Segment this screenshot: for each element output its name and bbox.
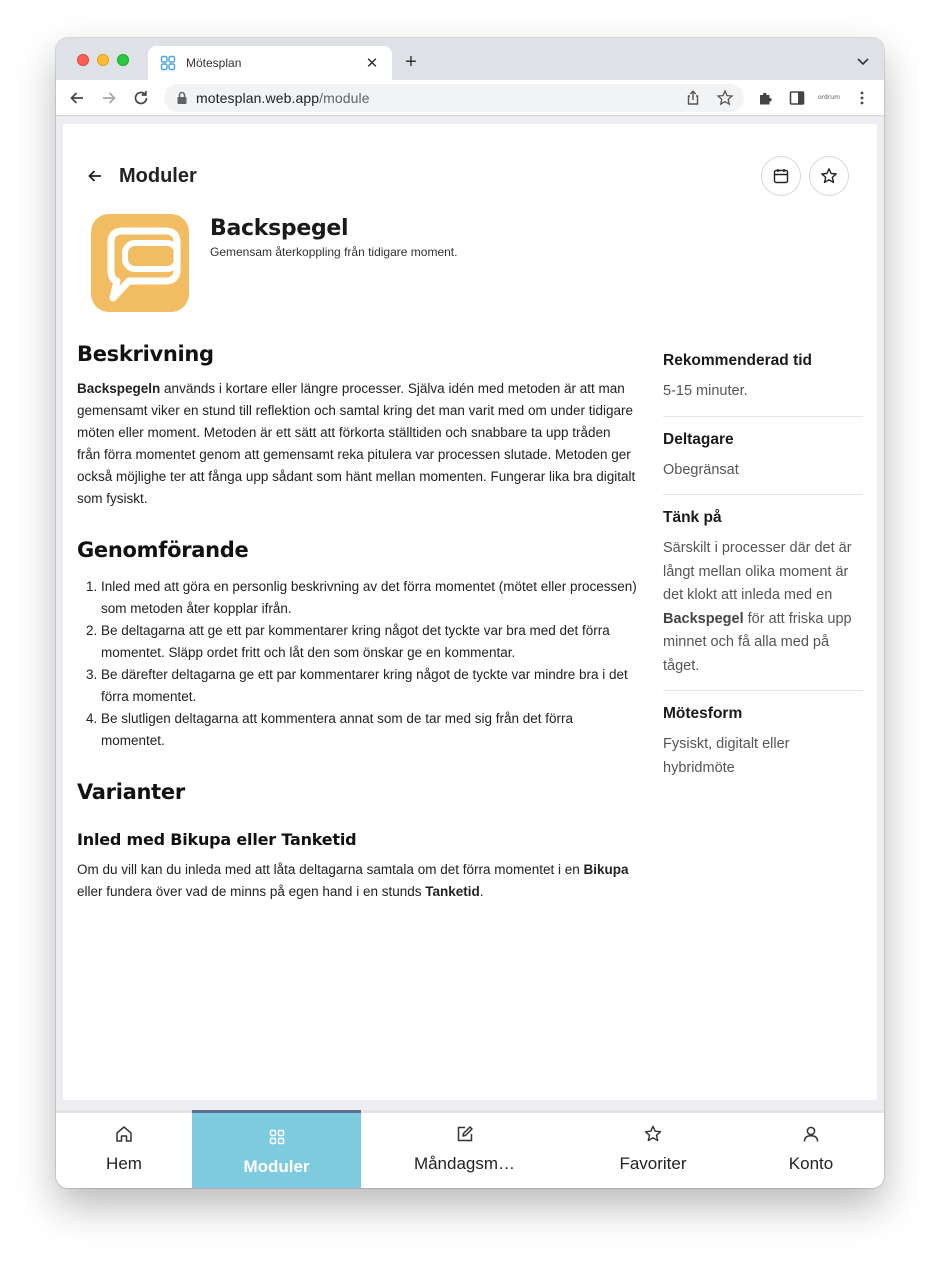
browser-window <box>56 38 884 1188</box>
url-text: motesplan.web.app/module <box>196 90 370 106</box>
favicon-icon <box>160 55 176 71</box>
bookmark-star-icon[interactable] <box>716 89 734 107</box>
description-text: Backspegeln används i kortare eller längre processer. Själva idén med metoden är att man gemensamt viker en stund till reflektion och samtal kring det man varit med om under tidigare möten eller moment. Metoden är ett sätt att förkorta ställtiden och snabbare ta upp tråden från förra momentet genom att gemensamt reka pitulera var processen slutade. Metoden ger också möjlighe ter att fånga upp sådant som hänt mellan momenten. Fungerar lika bra digitalt som fysiskt. <box>77 381 636 506</box>
lock-icon <box>176 91 188 105</box>
star-icon <box>820 167 838 185</box>
recommended-time-label: Rekommenderad tid <box>663 352 813 369</box>
reload-icon[interactable] <box>132 89 150 107</box>
meeting-form-value: Fysiskt, digitalt eller hybridmöte <box>663 736 790 776</box>
favorite-button[interactable] <box>809 156 849 196</box>
meeting-form-block <box>663 705 863 792</box>
close-window-button[interactable] <box>77 54 89 66</box>
edit-icon <box>455 1124 475 1144</box>
participants-value: Obegränsat <box>663 461 739 478</box>
list-item: 4. Be slutligen deltagarna att kommentera annat som de tar med sig från det förra momentet. <box>101 708 637 752</box>
address-bar[interactable] <box>164 84 744 112</box>
kebab-menu-icon[interactable] <box>853 89 871 107</box>
bottom-navigation <box>56 1110 884 1188</box>
list-item: 3. Be därefter deltagarna ge ett par kommentarer kring något de tyckte var mindre bra i det förra momentet. <box>101 664 637 708</box>
tab-close-icon[interactable]: ✕ <box>365 55 379 72</box>
variants-heading: Varianter <box>77 780 185 804</box>
tab-title: Mötesplan <box>186 56 242 70</box>
module-icon <box>91 214 189 312</box>
think-about-label: Tänk på <box>663 509 722 526</box>
user-icon <box>801 1124 821 1144</box>
page-header <box>85 162 197 190</box>
speech-bubbles-icon <box>91 214 189 312</box>
home-icon <box>114 1124 134 1144</box>
module-title: Backspegel <box>210 216 349 241</box>
module-subtitle: Gemensam återkoppling från tidigare moment. <box>210 245 458 259</box>
module-page <box>63 124 877 1100</box>
back-arrow-icon[interactable] <box>68 89 86 107</box>
calendar-button[interactable] <box>761 156 801 196</box>
nav-item-monday-meeting[interactable]: Måndagsm… <box>361 1110 568 1188</box>
side-panel-icon[interactable] <box>788 89 806 107</box>
variant-title: Inled med Bikupa eller Tanketid <box>77 830 357 849</box>
main-content <box>77 342 637 903</box>
description-heading: Beskrivning <box>77 342 214 366</box>
share-icon[interactable] <box>684 89 702 107</box>
think-about-text: Särskilt i processer där det är långt mellan olika moment är det klokt att inleda med en Backspegel för att friska upp minnet och få alla med på tåget. <box>663 540 852 674</box>
calendar-icon <box>772 167 790 185</box>
execution-heading: Genomförande <box>77 538 249 562</box>
forward-arrow-icon[interactable] <box>100 89 118 107</box>
profile-chip[interactable]: ordrum <box>818 94 840 101</box>
participants-label: Deltagare <box>663 430 734 448</box>
nav-item-home[interactable]: Hem <box>56 1110 192 1188</box>
page-viewport <box>56 117 884 1110</box>
recommended-time-block <box>663 352 863 417</box>
tab-search-chevron-icon[interactable] <box>856 54 870 68</box>
nav-item-account[interactable]: Konto <box>738 1110 884 1188</box>
think-about-block <box>663 509 863 691</box>
meeting-form-label: Mötesform <box>663 705 743 722</box>
extensions-icon[interactable] <box>757 89 775 107</box>
browser-toolbar <box>56 80 884 116</box>
list-item: 1. Inled med att göra en personlig beskrivning av det förra momentet (mötet eller processen) som metoden åter kopplar ifrån. <box>101 576 637 620</box>
star-icon <box>643 1124 663 1144</box>
variant-text: Om du vill kan du inleda med att låta deltagarna samtala om det förra momentet i en Bikupa eller fundera över vad de minns på egen hand i en stunds Tanketid. <box>77 862 629 899</box>
browser-tab[interactable] <box>148 46 392 80</box>
list-item: 2. Be deltagarna att ge ett par kommentarer kring något det tyckte var bra med det förra momentet. Släpp ordet fritt och låt den som önskar ge en kommentar. <box>101 620 637 664</box>
participants-block <box>663 431 863 496</box>
grid-icon <box>267 1127 287 1147</box>
back-icon[interactable] <box>85 166 105 186</box>
minimize-window-button[interactable] <box>97 54 109 66</box>
nav-item-favorites[interactable]: Favoriter <box>568 1110 738 1188</box>
page-title: Moduler <box>119 164 197 187</box>
execution-steps <box>77 576 637 752</box>
nav-item-modules[interactable]: Moduler <box>192 1110 361 1188</box>
info-sidebar <box>663 352 863 806</box>
recommended-time-value: 5-15 minuter. <box>663 383 748 399</box>
new-tab-icon[interactable]: + <box>405 51 417 73</box>
tab-strip <box>56 38 884 80</box>
maximize-window-button[interactable] <box>117 54 129 66</box>
